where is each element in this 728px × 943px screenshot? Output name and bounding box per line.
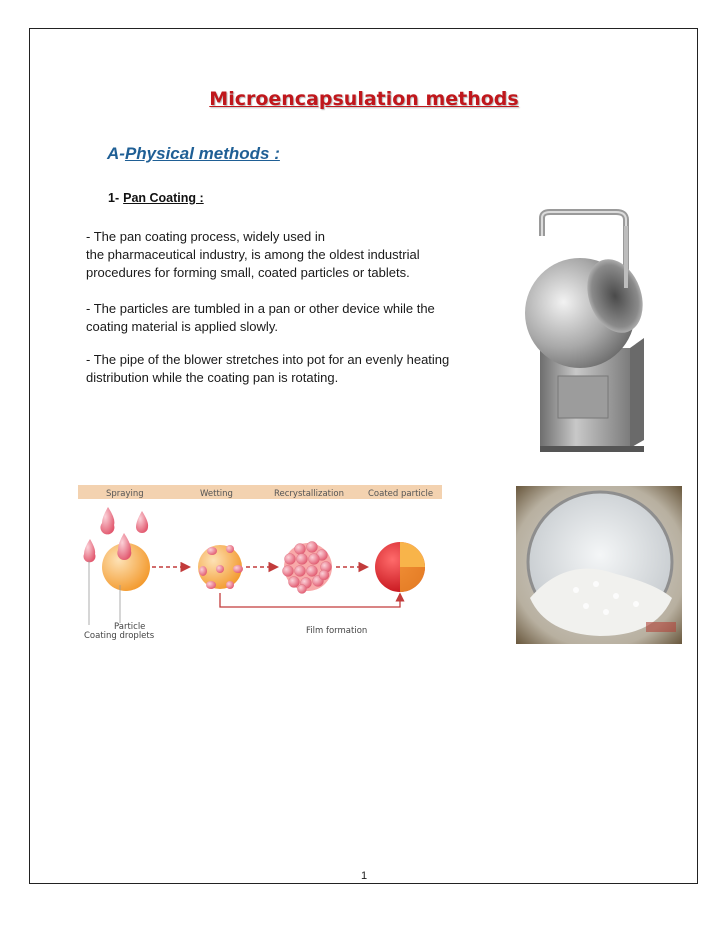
paragraph-2-line-1: - The particles are tumbled in a pan or other device while the	[86, 301, 435, 316]
coating-pan-machine-image	[520, 208, 670, 463]
droplets-label: Coating droplets	[84, 631, 155, 641]
subsection-title: Pan Coating :	[123, 191, 204, 205]
section-title: Physical methods :	[124, 144, 280, 163]
page-number: 1	[360, 870, 368, 882]
stage-label-wetting: Wetting	[200, 489, 233, 499]
paragraph-1	[86, 228, 506, 282]
coating-droplet	[117, 533, 131, 560]
section-heading	[107, 144, 280, 164]
paragraph-1-line-3: procedures for forming small, coated particles or tablets.	[86, 265, 410, 280]
paragraph-3-line-2: distribution while the coating pan is rotating.	[86, 370, 339, 385]
paragraph-3-line-1: - The pipe of the blower stretches into pot for an evenly heating	[86, 352, 450, 367]
paragraph-2	[86, 300, 506, 336]
section-prefix: A-	[107, 144, 125, 163]
coating-droplet	[84, 539, 96, 562]
subsection-number: 1-	[108, 191, 120, 205]
stage-label-coated-particle: Coated particle	[368, 489, 434, 499]
coating-process-diagram	[78, 485, 442, 645]
film-formation-bracket	[220, 593, 400, 607]
coating-droplet	[136, 511, 148, 533]
stage-label-recrystallization: Recrystallization	[274, 489, 344, 499]
recrystallization-particle	[283, 542, 333, 594]
film-formation-label: Film formation	[306, 626, 368, 636]
document-title: Microencapsulation methods	[209, 88, 519, 110]
paragraph-1-line-1: - The pan coating process, widely used in	[86, 229, 325, 244]
paragraph-1-line-2: the pharmaceutical industry, is among the oldest industrial	[86, 247, 420, 262]
stage-label-spraying: Spraying	[106, 489, 144, 499]
coating-pan-interior-photo	[516, 486, 682, 644]
particle-label: Particle	[114, 622, 146, 632]
paragraph-3	[86, 351, 506, 387]
paragraph-2-line-2: coating material is applied slowly.	[86, 319, 278, 334]
coating-droplet	[100, 507, 114, 534]
subsection-heading	[108, 191, 204, 205]
